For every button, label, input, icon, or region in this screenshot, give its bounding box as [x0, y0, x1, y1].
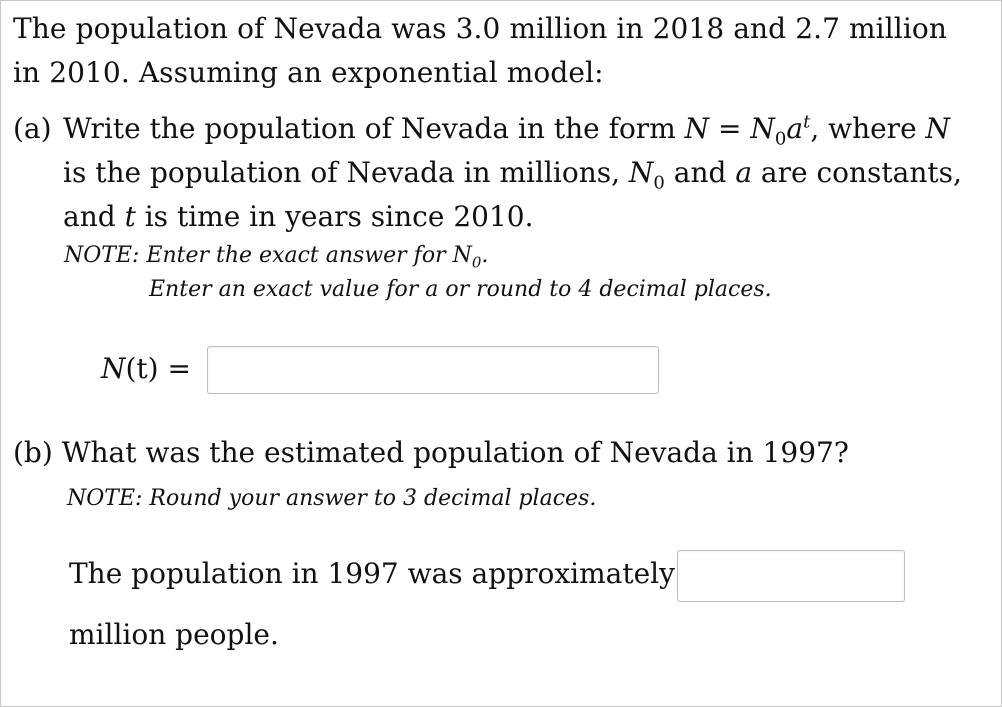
formula-subscript-0: 0 — [774, 128, 787, 150]
formula-N0: N — [750, 112, 775, 145]
formula-a: a — [786, 112, 804, 145]
part-b-note: NOTE: Round your answer to 3 decimal places. — [67, 486, 597, 511]
part-a-line2-sub0: 0 — [653, 172, 665, 194]
part-b — [13, 431, 849, 475]
answer-a-label-N: N — [101, 352, 126, 385]
part-a-line2-a: a — [735, 156, 753, 189]
part-a-note-1-text: NOTE: Enter the exact answer for N — [64, 243, 472, 268]
answer-b-prefix: The population in 1997 was approximately — [69, 557, 675, 590]
answer-a-input[interactable] — [207, 346, 659, 394]
part-a — [13, 107, 973, 239]
part-a-line3-end: is time in years since 2010. — [135, 200, 534, 233]
formula-N: N — [684, 112, 710, 145]
part-a-note-2: Enter an exact value for a or round to 4 decimal places. — [149, 277, 772, 302]
part-b-label: (b) — [13, 436, 53, 469]
answer-b-input[interactable] — [677, 550, 905, 602]
part-a-line-2 — [63, 151, 973, 195]
part-a-label: (a) — [13, 112, 52, 145]
part-a-note-1 — [64, 239, 488, 273]
part-a-note-1-suffix: . — [481, 243, 489, 268]
answer-a-label — [101, 347, 191, 391]
formula-equals: = — [709, 112, 751, 145]
part-a-body — [63, 107, 973, 239]
part-a-line3-start: and — [63, 200, 125, 233]
part-a-line2-end: are constants, — [752, 156, 962, 189]
answer-a-label-rest: (t) = — [125, 352, 191, 385]
answer-b-suffix: million people. — [69, 618, 279, 651]
part-a-text-3: N — [925, 112, 951, 145]
part-a-line3-t: t — [124, 200, 136, 233]
part-a-line2-N0: N — [628, 156, 654, 189]
problem-intro — [13, 7, 973, 95]
part-a-line2-and: and — [664, 156, 736, 189]
part-a-line2-text: is the population of Nevada in millions, — [63, 156, 621, 189]
formula-exponent-t: t — [803, 111, 811, 133]
part-a-text-2: , where — [810, 112, 917, 145]
part-a-text-1: Write the population of Nevada in the form — [63, 112, 676, 145]
intro-line-1: The population of Nevada was 3.0 million in 2018 and 2.7 million — [13, 12, 947, 45]
part-a-line-1 — [63, 107, 973, 151]
formula-form — [684, 111, 811, 150]
intro-line-2: in 2010. Assuming an exponential model: — [13, 56, 604, 89]
part-b-question: What was the estimated population of Nevada in 1997? — [61, 436, 849, 469]
part-a-note-1-sub: 0 — [471, 253, 482, 272]
part-a-line-3 — [63, 195, 973, 239]
